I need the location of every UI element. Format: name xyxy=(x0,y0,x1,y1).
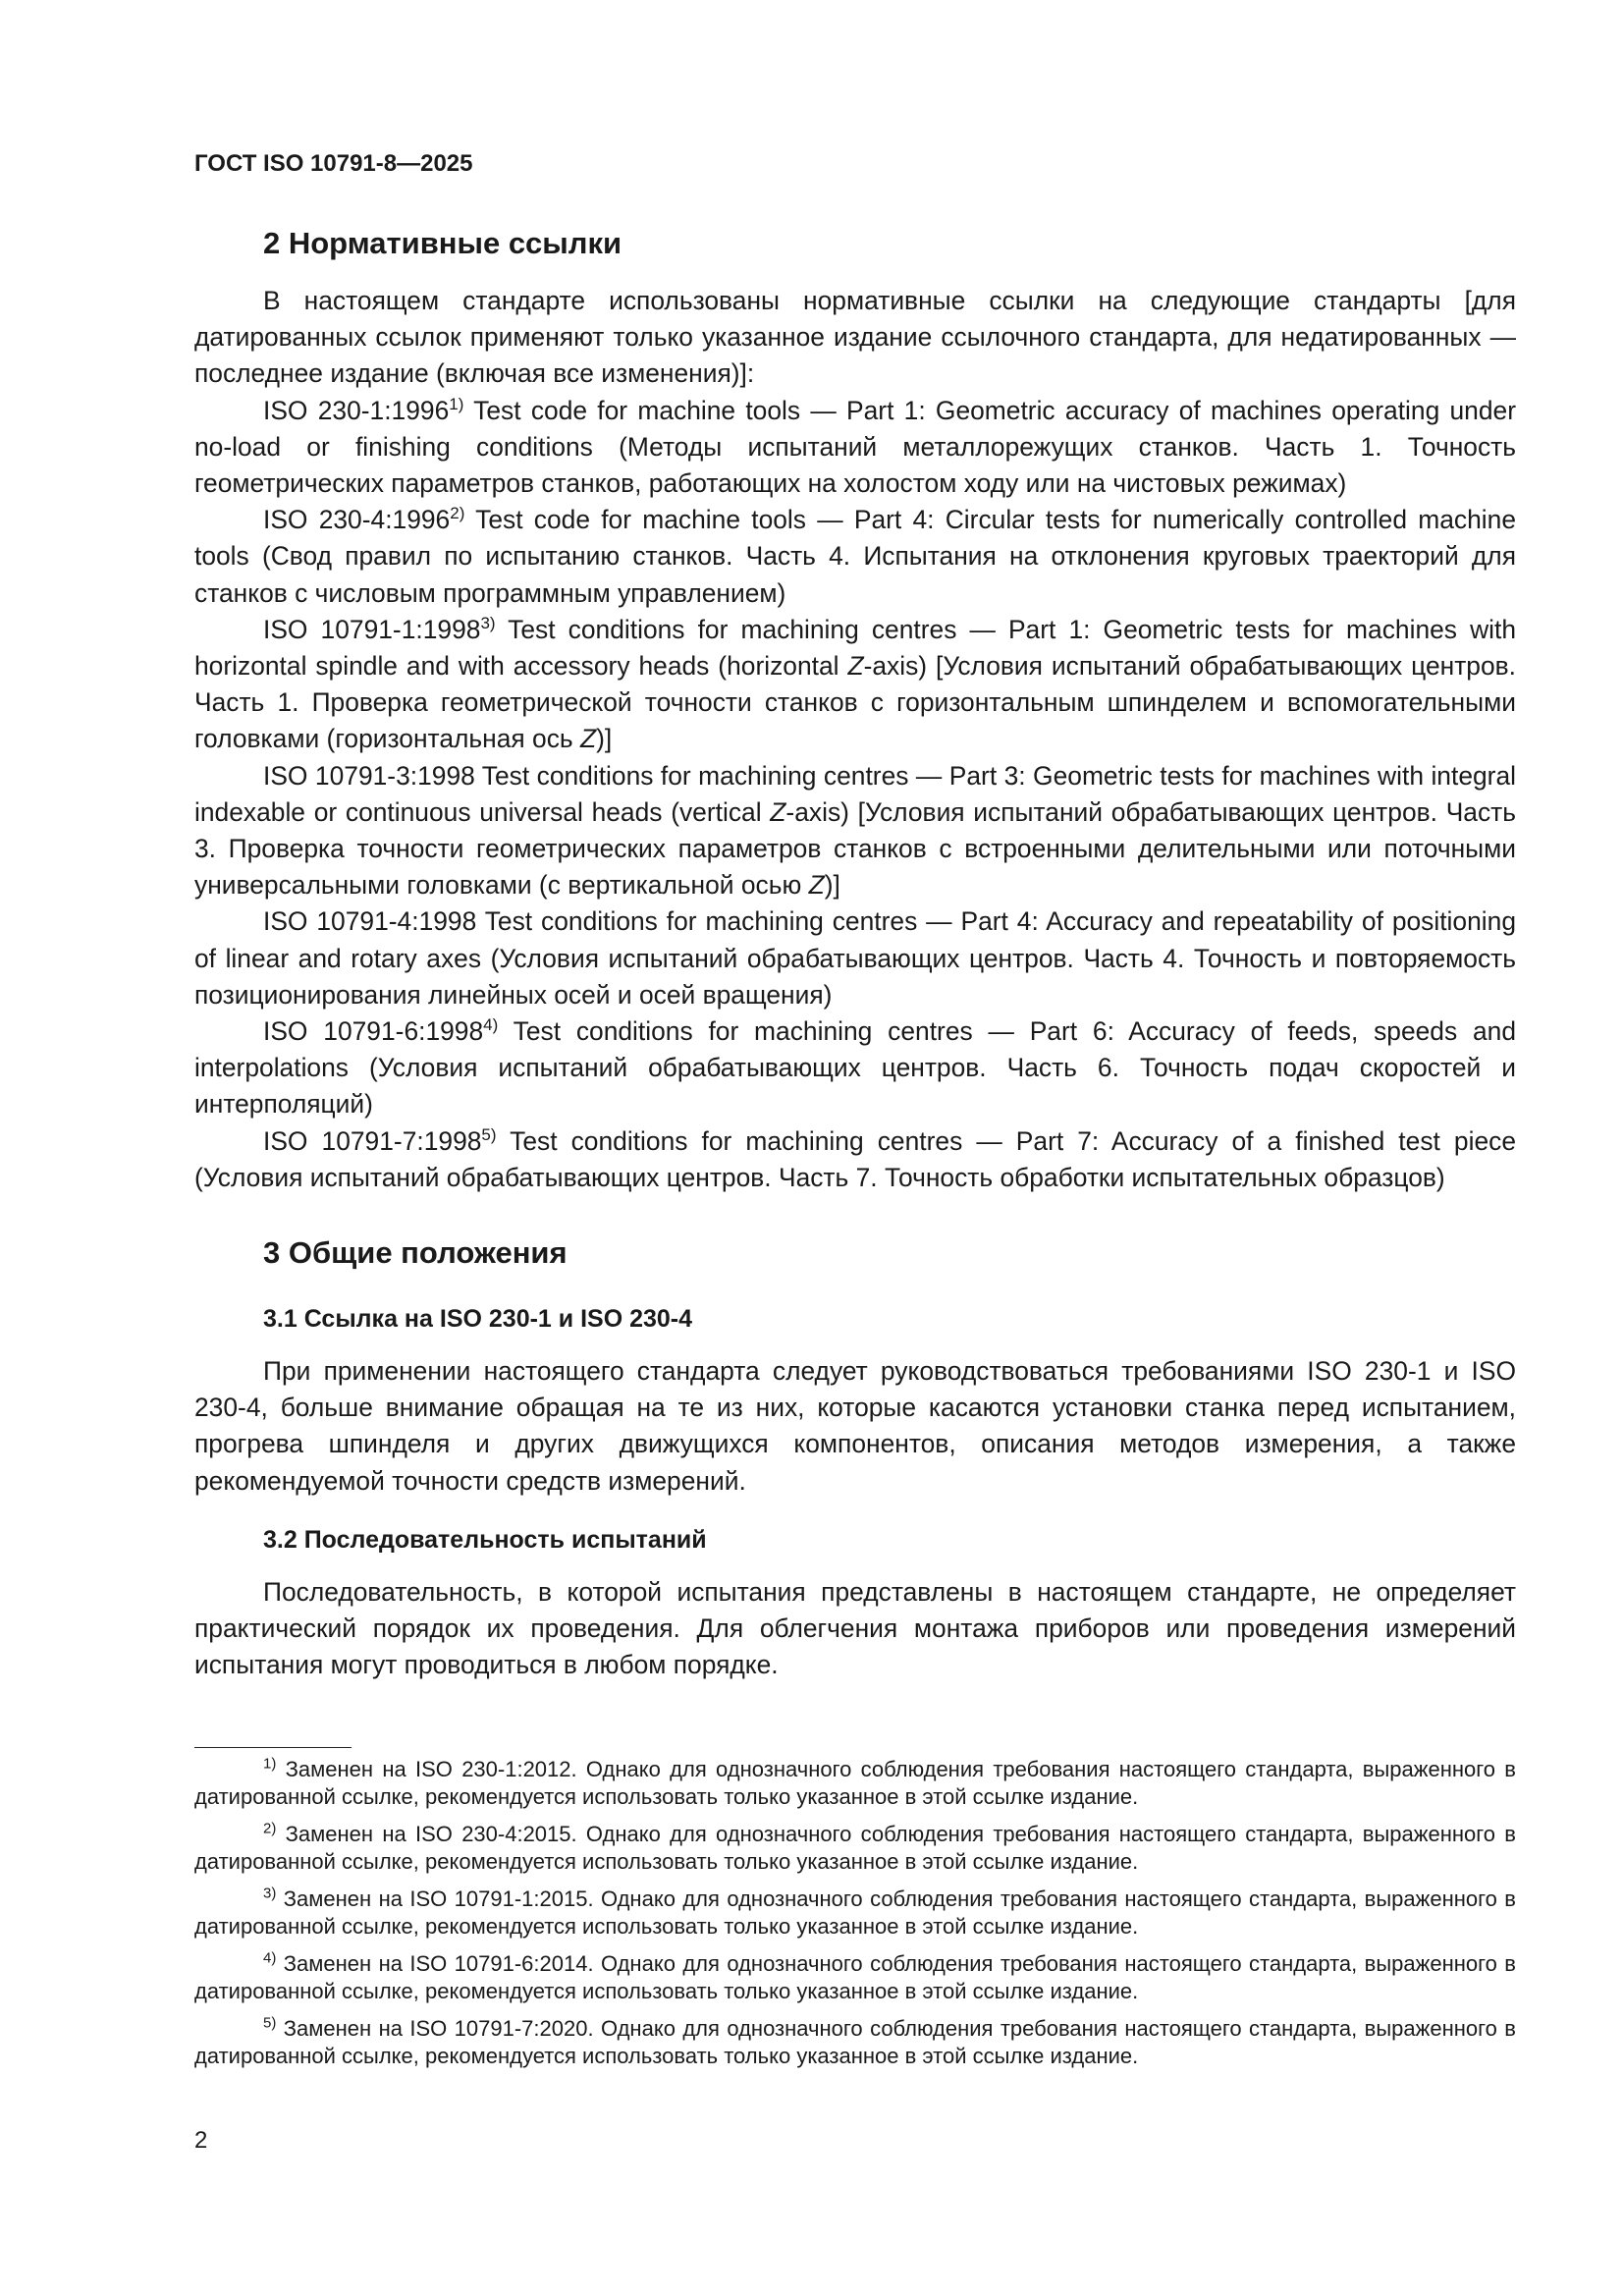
footnote-text: Заменен на ISO 230-1:2012. Однако для однозначного соблюдения требования настоящего стандарта, выраженного в датированной ссылке, рекомендуется использовать только указанное в этой ссылке издание. xyxy=(194,1757,1516,1809)
reference-item xyxy=(194,612,1516,758)
subsection-3-2-text: Последовательность, в которой испытания представлены в настоящем стандарте, не определяет практический порядок их проведения. Для облегчения монтажа приборов или проведения измерений испытания могут проводиться в любом порядке. xyxy=(194,1576,1516,1680)
footnote-text: Заменен на ISO 230-4:2015. Однако для однозначного соблюдения требования настоящего стандарта, выраженного в датированной ссылке, рекомендуется использовать только указанное в этой ссылке издание. xyxy=(194,1822,1516,1874)
footnote-mark: 4) xyxy=(263,1949,277,1967)
subsection-3-1-title: 3.1 Ссылка на ISO 230-1 и ISO 230-4 xyxy=(263,1305,693,1334)
reference-code: ISO 10791-3:1998 xyxy=(263,760,475,791)
footnote-text: Заменен на ISO 10791-7:2020. Однако для однозначного соблюдения требования настоящего стандарта, выраженного в датированной ссылке, рекомендуется использовать только указанное в этой ссылке издание. xyxy=(194,2016,1516,2068)
footnote-mark: 5) xyxy=(263,2014,277,2032)
reference-code: ISO 10791-7:1998 xyxy=(263,1125,482,1156)
footnote-mark: 2) xyxy=(263,1820,277,1837)
footnote xyxy=(194,1821,1516,1876)
axis-symbol: Z xyxy=(770,796,786,827)
footnote-marker: 4) xyxy=(483,1015,499,1035)
footnote-text: Заменен на ISO 10791-6:2014. Однако для однозначного соблюдения требования настоящего стандарта, выраженного в датированной ссылке, рекомендуется использовать только указанное в этой ссылке издание. xyxy=(194,1951,1516,2003)
reference-text: Test code for machine tools — Part 4: Circular tests for numerically controlled machine tools (Свод правил по испытанию станков. Часть 4. Испытания на отклонения круговых траекторий для станков с числовым программным управлением) xyxy=(194,505,1516,608)
section-2-intro: В настоящем стандарте использованы нормативные ссылки на следующие стандарты [для датированных ссылок применяют только указанное издание ссылочного стандарта, для недатированных — последнее издание (включая все изменения)]: xyxy=(194,286,1516,389)
reference-text: Test conditions for machining centres — Part 4: Accuracy and repeatability of positioning of linear and rotary axes (Условия испытаний обрабатывающих центров. Часть 4. Точность и повторяемость позиционирования линейных осей и осей вращения) xyxy=(194,906,1516,1010)
footnote-text: Заменен на ISO 10791-1:2015. Однако для однозначного соблюдения требования настоящего стандарта, выраженного в датированной ссылке, рекомендуется использовать только указанное в этой ссылке издание. xyxy=(194,1886,1516,1939)
section-2-title: 2 Нормативные ссылки xyxy=(263,226,622,260)
footnote xyxy=(194,1886,1516,1941)
footnote-marker: 1) xyxy=(449,394,464,413)
reference-text: Test conditions for machining centres — Part 1: Geometric tests for machines with horizontal spindle and with accessory heads (horizontal xyxy=(194,614,1517,682)
reference-text: Test code for machine tools — Part 1: Geometric accuracy of machines operating under no-load or finishing conditions (Методы испытаний металлорежущих станков. Часть 1. Точность геометрических параметров станков, работающих на холостом ходу или на чистовых режимах) xyxy=(194,395,1516,499)
subsection-3-1-text: При применении настоящего стандарта следует руководствоваться требованиями ISO 230-1 и ISO 230-4, больше внимание обращая на те из них, которые касаются установки станка перед испытанием, прогрева шпинделя и других движущихся компонентов, описания методов измерения, а также рекомендуемой точности средств измерений. xyxy=(194,1356,1516,1496)
reference-code: ISO 10791-1:1998 xyxy=(263,614,481,644)
reference-item xyxy=(194,1013,1516,1123)
reference-item xyxy=(194,758,1516,904)
reference-item xyxy=(194,1123,1516,1196)
footnote-separator xyxy=(194,1747,352,1748)
reference-text: -axis) [Условия испытаний обрабатывающих центров. Часть 3. Проверка точности геометрических параметров станков с встроенными делительными или поточными универсальными головками (с вертикальной осью xyxy=(194,796,1516,901)
section-3-title: 3 Общие положения xyxy=(263,1235,568,1271)
footnote-mark: 1) xyxy=(263,1755,277,1773)
reference-text: )] xyxy=(596,724,613,754)
footnotes xyxy=(194,1756,1516,2080)
axis-symbol: Z xyxy=(580,724,597,754)
reference-text: -axis) [Условия испытаний обрабатывающих центров. Часть 1. Проверка геометрической точности станков с горизонтальным шпинделем и вспомогательными головками (горизонтальная ось xyxy=(194,651,1516,754)
footnote-marker: 3) xyxy=(480,614,496,633)
reference-code: ISO 10791-6:1998 xyxy=(263,1016,484,1047)
reference-item xyxy=(194,903,1516,1013)
page-number: 2 xyxy=(194,2127,208,2154)
reference-text: Test conditions for machining centres — Part 7: Accuracy of a finished test piece (Условия испытаний обрабатывающих центров. Часть 7. Точность обработки испытательных образцов) xyxy=(194,1125,1516,1192)
page-body xyxy=(194,226,1516,1684)
reference-item xyxy=(194,393,1516,503)
axis-symbol: Z xyxy=(847,651,864,682)
reference-code: ISO 230-4:1996 xyxy=(263,505,451,535)
reference-code: ISO 10791-4:1998 xyxy=(263,906,477,937)
reference-code: ISO 230-1:1996 xyxy=(263,395,450,425)
footnote-mark: 3) xyxy=(263,1885,277,1902)
footnote xyxy=(194,1950,1516,2005)
footnote-marker: 2) xyxy=(450,504,465,523)
document-id-header: ГОСТ ISO 10791-8—2025 xyxy=(194,150,473,177)
reference-item xyxy=(194,502,1516,612)
subsection-3-2-title: 3.2 Последовательность испытаний xyxy=(263,1525,707,1554)
axis-symbol: Z xyxy=(808,870,825,901)
reference-text: Test conditions for machining centres — Part 3: Geometric tests for machines with integral indexable or continuous universal heads (vertical xyxy=(194,760,1516,827)
reference-text: Test conditions for machining centres — Part 6: Accuracy of feeds, speeds and interpolations (Условия испытаний обрабатывающих центров. Часть 6. Точность подач скоростей и интерполяций) xyxy=(194,1016,1517,1120)
reference-text: )] xyxy=(824,870,840,901)
footnote xyxy=(194,1756,1516,1811)
footnote xyxy=(194,2015,1516,2070)
footnote-marker: 5) xyxy=(481,1124,497,1144)
